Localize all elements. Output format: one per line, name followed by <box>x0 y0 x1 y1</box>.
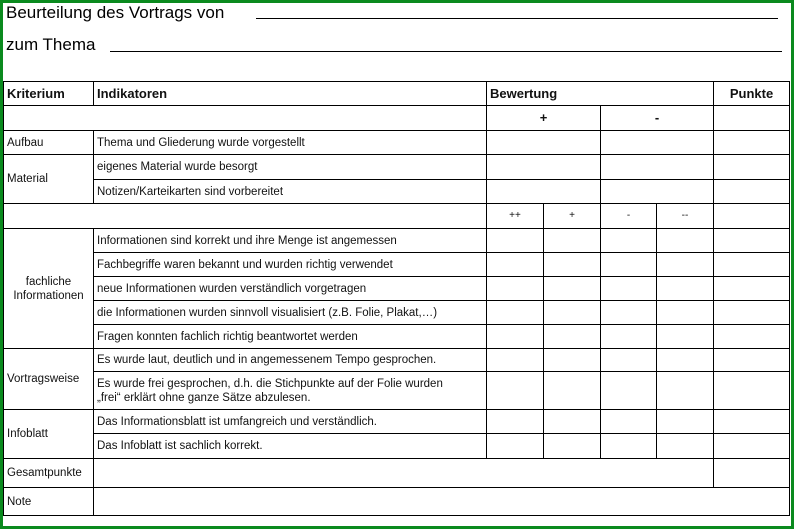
scale4-symbol: -- <box>657 204 714 229</box>
note-field[interactable] <box>94 488 790 516</box>
rating-cell[interactable] <box>601 434 657 459</box>
topic-label: zum Thema <box>6 35 96 54</box>
rating-cell[interactable] <box>544 277 601 301</box>
rating-cell[interactable] <box>601 410 657 434</box>
rating-cell[interactable] <box>487 434 544 459</box>
criterion-fachliche-informationen-line-1: fachliche <box>25 275 72 288</box>
points-cell[interactable] <box>714 410 790 434</box>
scale4-row-spacer <box>3 204 487 229</box>
indicator-row-line-1: Es wurde frei gesprochen, d.h. die Stichpunkte auf der Folie wurden <box>97 377 443 390</box>
rating-cell[interactable] <box>601 325 657 349</box>
points-cell[interactable] <box>714 155 790 180</box>
criterion-aufbau: Aufbau <box>3 131 94 155</box>
scale4-row-points <box>714 204 790 229</box>
rating-cell[interactable] <box>487 325 544 349</box>
rating-cell[interactable] <box>487 229 544 253</box>
rating-cell[interactable] <box>657 410 714 434</box>
indicator-row: Thema und Gliederung wurde vorgestellt <box>94 131 487 155</box>
rating-cell-minus[interactable] <box>601 155 714 180</box>
rating-cell-minus[interactable] <box>601 180 714 204</box>
rating-cell[interactable] <box>544 410 601 434</box>
scale4-symbol: + <box>544 204 601 229</box>
indicator-row: Fragen konnten fachlich richtig beantwortet werden <box>94 325 487 349</box>
rating-cell[interactable] <box>487 372 544 410</box>
gesamtpunkte-points[interactable] <box>714 459 790 488</box>
rating-cell[interactable] <box>544 325 601 349</box>
points-cell[interactable] <box>714 253 790 277</box>
rating-cell[interactable] <box>657 325 714 349</box>
col-header-punkte: Punkte <box>714 81 790 106</box>
rating-cell-plus[interactable] <box>487 131 601 155</box>
indicator-row: Informationen sind korrekt und ihre Menge ist angemessen <box>94 229 487 253</box>
indicator-row-line-2: „frei“ erklärt ohne ganze Sätze abzulesen. <box>97 391 311 404</box>
points-cell[interactable] <box>714 349 790 372</box>
rating-cell[interactable] <box>657 349 714 372</box>
rating-cell-plus[interactable] <box>487 155 601 180</box>
col-header-kriterium: Kriterium <box>3 81 94 106</box>
indicator-row: die Informationen wurden sinnvoll visualisiert (z.B. Folie, Plakat,…) <box>94 301 487 325</box>
presenter-label: Beurteilung des Vortrags von <box>6 3 225 22</box>
gesamtpunkte-field[interactable] <box>94 459 714 488</box>
rating-cell[interactable] <box>657 277 714 301</box>
rating-cell[interactable] <box>544 229 601 253</box>
rating-cell-plus[interactable] <box>487 180 601 204</box>
rating-cell[interactable] <box>601 253 657 277</box>
criterion-fachliche-informationen-line-2: Informationen <box>13 289 84 302</box>
rating-cell[interactable] <box>487 253 544 277</box>
rating-cell[interactable] <box>657 253 714 277</box>
rating-cell[interactable] <box>601 229 657 253</box>
rating-cell[interactable] <box>544 301 601 325</box>
points-cell[interactable] <box>714 434 790 459</box>
scale4-symbol: ++ <box>487 204 544 229</box>
rating-cell[interactable] <box>544 253 601 277</box>
criterion-fachliche-informationen <box>3 229 94 349</box>
rating-cell-minus[interactable] <box>601 131 714 155</box>
rating-cell[interactable] <box>487 349 544 372</box>
indicator-row: eigenes Material wurde besorgt <box>94 155 487 180</box>
rating-cell[interactable] <box>544 372 601 410</box>
scale-minus: - <box>601 106 714 131</box>
points-cell[interactable] <box>714 277 790 301</box>
rating-cell[interactable] <box>601 277 657 301</box>
criterion-material: Material <box>3 155 94 204</box>
points-cell[interactable] <box>714 301 790 325</box>
scale-plus: + <box>487 106 601 131</box>
points-cell[interactable] <box>714 229 790 253</box>
scale-row-spacer <box>3 106 487 131</box>
rating-cell[interactable] <box>601 301 657 325</box>
rating-cell[interactable] <box>601 372 657 410</box>
scale4-symbol: - <box>601 204 657 229</box>
rating-cell[interactable] <box>487 277 544 301</box>
indicator-row <box>94 372 487 410</box>
points-cell[interactable] <box>714 372 790 410</box>
note-label: Note <box>3 488 94 516</box>
rating-cell[interactable] <box>657 372 714 410</box>
criterion-vortragsweise: Vortragsweise <box>3 349 94 410</box>
indicator-row: Das Infoblatt ist sachlich korrekt. <box>94 434 487 459</box>
indicator-row: Das Informationsblatt ist umfangreich und verständlich. <box>94 410 487 434</box>
criterion-infoblatt: Infoblatt <box>3 410 94 459</box>
rating-cell[interactable] <box>487 410 544 434</box>
points-cell[interactable] <box>714 131 790 155</box>
gesamtpunkte-label: Gesamtpunkte <box>3 459 94 488</box>
rating-cell[interactable] <box>544 434 601 459</box>
indicator-row: Notizen/Karteikarten sind vorbereitet <box>94 180 487 204</box>
rating-cell[interactable] <box>657 434 714 459</box>
scale-row-points <box>714 106 790 131</box>
points-cell[interactable] <box>714 180 790 204</box>
points-cell[interactable] <box>714 325 790 349</box>
rating-cell[interactable] <box>657 229 714 253</box>
col-header-indikatoren: Indikatoren <box>94 81 487 106</box>
indicator-row: Es wurde laut, deutlich und in angemessenem Tempo gesprochen. <box>94 349 487 372</box>
rating-cell[interactable] <box>601 349 657 372</box>
indicator-row: neue Informationen wurden verständlich vorgetragen <box>94 277 487 301</box>
indicator-row: Fachbegriffe waren bekannt und wurden richtig verwendet <box>94 253 487 277</box>
rating-cell[interactable] <box>487 301 544 325</box>
rating-cell[interactable] <box>544 349 601 372</box>
rating-cell[interactable] <box>657 301 714 325</box>
col-header-bewertung: Bewertung <box>487 81 714 106</box>
